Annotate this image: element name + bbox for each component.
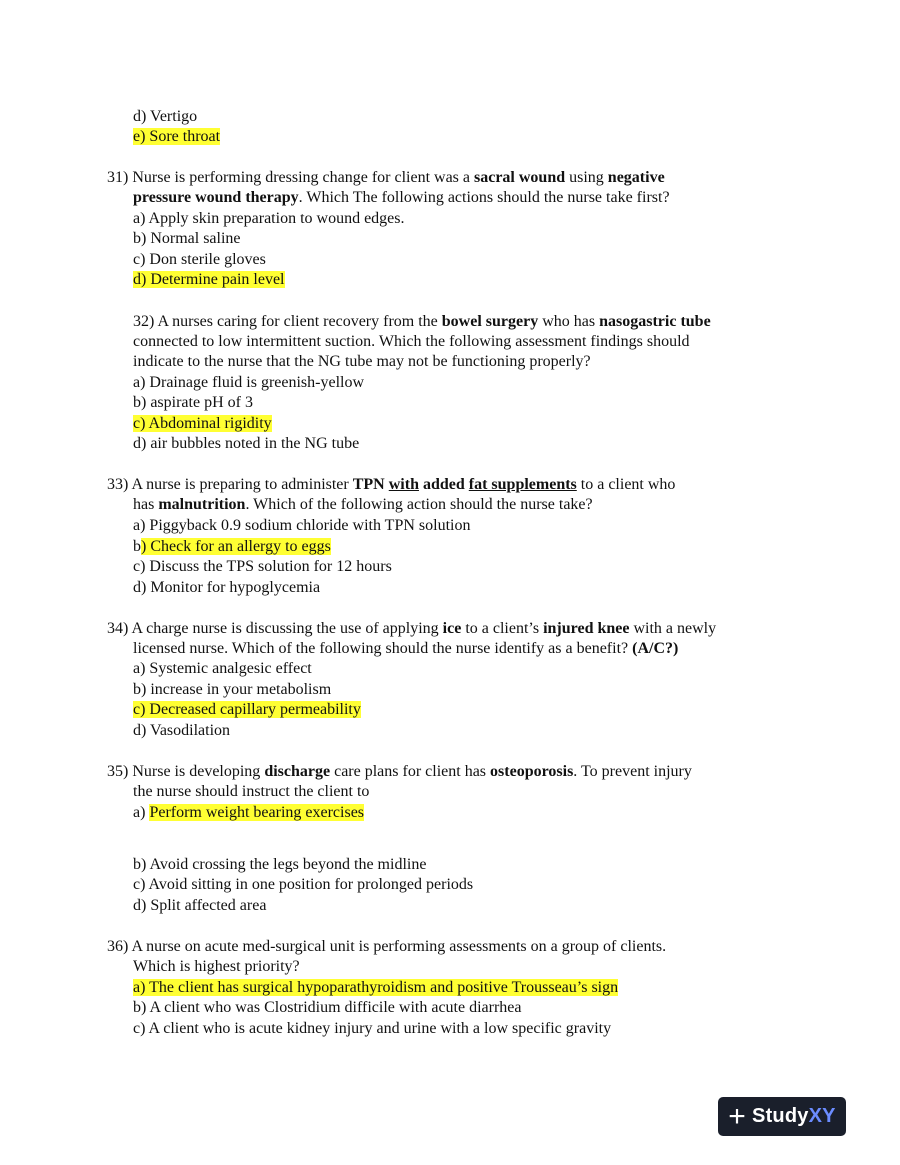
question-33-stem-cont: has malnutrition. Which of the following action should the nurse take?: [133, 496, 593, 513]
option-text: c) Avoid sitting in one position for prolonged periods: [133, 876, 474, 893]
question-34-stem-cont: licensed nurse. Which of the following should the nurse identify as a benefit? (A/C?): [133, 640, 679, 657]
option-text: d) air bubbles noted in the NG tube: [133, 435, 360, 452]
option-text: a) Piggyback 0.9 sodium chloride with TPN solution: [133, 517, 471, 534]
option-text: b) increase in your metabolism: [133, 681, 332, 698]
answer-highlight: [133, 270, 285, 290]
option-text: c) Don sterile gloves: [133, 251, 266, 268]
answer-highlight: [133, 978, 618, 998]
logo-brand-xy: XY: [808, 1105, 836, 1127]
question-31-stem: 31) Nurse is performing dressing change for client was a sacral wound using negative: [107, 169, 665, 186]
answer-highlight: a) Perform weight bearing exercises: [133, 804, 365, 821]
question-33-stem: 33) A nurse is preparing to administer TPN with added fat supplements to a client who: [107, 476, 676, 493]
option-text: b) aspirate pH of 3: [133, 394, 253, 411]
option-text: a) Drainage fluid is greenish-yellow: [133, 374, 365, 391]
answer-highlight: [133, 127, 220, 147]
answer-text: ) Check for an allergy to eggs: [141, 538, 331, 555]
answer-text: a) The client has surgical hypoparathyroidism and positive Trousseau’s sign: [133, 979, 619, 996]
answer-text: e) Sore throat: [133, 128, 221, 145]
question-35-stem-cont: the nurse should instruct the client to: [133, 783, 370, 800]
question-35-stem: 35) Nurse is developing discharge care plans for client has osteoporosis. To prevent injury: [107, 763, 692, 780]
answer-text: Perform weight bearing exercises: [149, 804, 365, 821]
answer-highlight: [133, 700, 361, 720]
answer-text: c) Abdominal rigidity: [133, 415, 272, 432]
option-text: b) A client who was Clostridium difficile with acute diarrhea: [133, 999, 522, 1016]
logo-brand-study: Study: [752, 1105, 809, 1127]
option-text: c) A client who is acute kidney injury and urine with a low specific gravity: [133, 1020, 612, 1037]
answer-text: c) Decreased capillary permeability: [133, 701, 361, 718]
option-text: b) Avoid crossing the legs beyond the midline: [133, 856, 427, 873]
question-32-stem-cont: connected to low intermittent suction. Which the following assessment findings should: [133, 333, 690, 350]
question-36-stem-cont: Which is highest priority?: [133, 958, 300, 975]
option-text: a) Systemic analgesic effect: [133, 660, 312, 677]
answer-text: d) Determine pain level: [133, 271, 285, 288]
question-31-stem-cont: pressure wound therapy. Which The following actions should the nurse take first?: [133, 189, 670, 206]
option-text: d) Split affected area: [133, 897, 267, 914]
option-text: d) Vertigo: [133, 108, 198, 125]
answer-highlight: b) Check for an allergy to eggs: [133, 538, 331, 555]
studyxy-logo[interactable]: [718, 1097, 846, 1136]
answer-highlight: [133, 414, 272, 434]
option-text: a) Apply skin preparation to wound edges.: [133, 210, 405, 227]
question-34-stem: 34) A charge nurse is discussing the use of applying ice to a client’s injured knee with a newly: [107, 620, 717, 637]
question-32-stem: 32) A nurses caring for client recovery from the bowel surgery who has nasogastric tube: [133, 313, 711, 330]
question-32-stem-cont: indicate to the nurse that the NG tube may not be functioning properly?: [133, 353, 591, 370]
option-text: b) Normal saline: [133, 230, 241, 247]
option-text: c) Discuss the TPS solution for 12 hours: [133, 558, 392, 575]
plus-icon: +: [728, 1099, 747, 1133]
question-36-stem: 36) A nurse on acute med-surgical unit is performing assessments on a group of clients.: [107, 938, 667, 955]
option-text: d) Vasodilation: [133, 722, 231, 739]
option-text: d) Monitor for hypoglycemia: [133, 579, 321, 596]
